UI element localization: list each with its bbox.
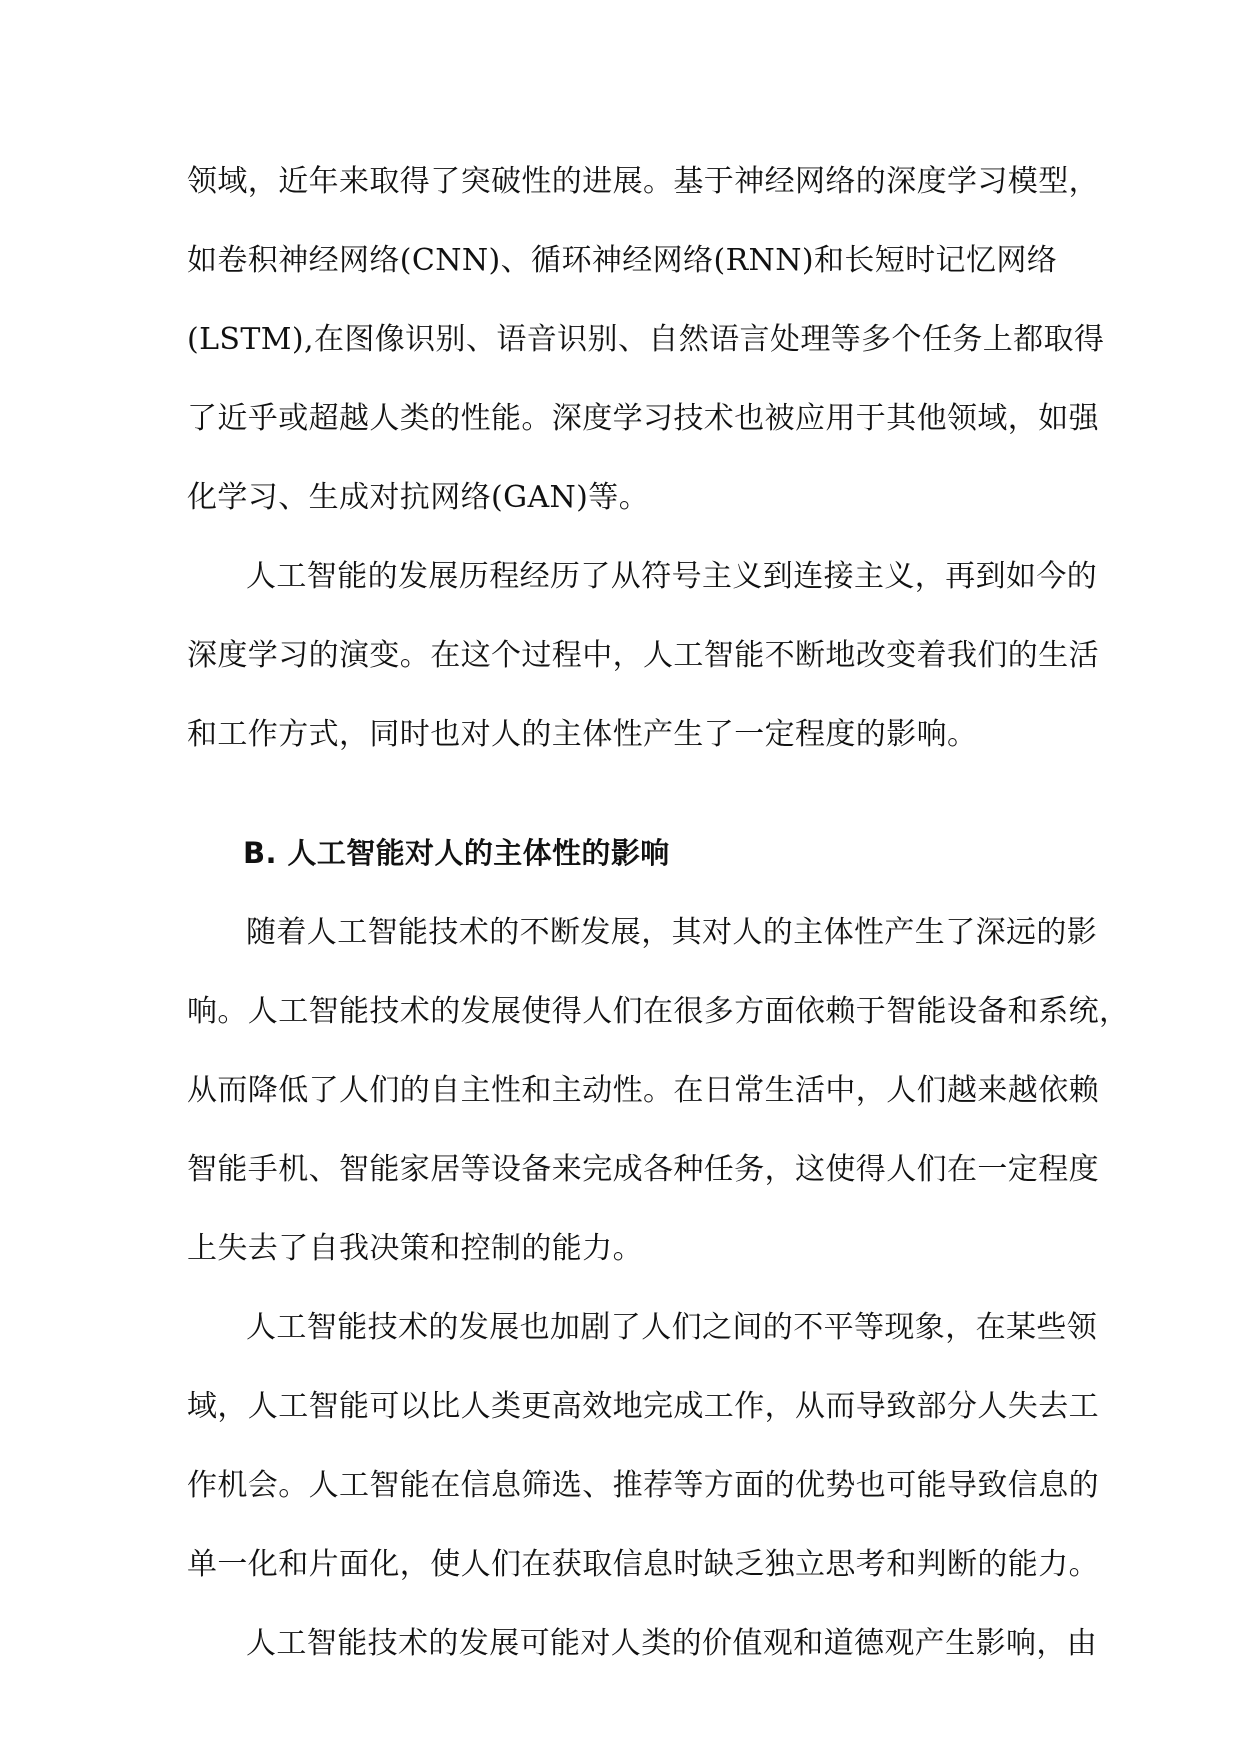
text-line: 域，人工智能可以比人类更高效地完成工作，从而导致部分人失去工 [187, 1389, 1099, 1424]
text-line: 如卷积神经网络(CNN)、循环神经网络(RNN)和长短时记忆网络 [187, 243, 1058, 278]
paragraph-deep-learning [187, 142, 1105, 537]
text-line: 上失去了自我决策和控制的能力。 [187, 1231, 643, 1266]
text-line: (LSTM),在图像识别、语音识别、自然语言处理等多个任务上都取得 [187, 322, 1105, 357]
text-line: 化学习、生成对抗网络(GAN)等。 [187, 480, 650, 515]
paragraph-subjectivity-impact [187, 893, 1130, 1288]
paragraph-values-ethics [187, 1604, 1098, 1683]
text-line: 了近乎或超越人类的性能。深度学习技术也被应用于其他领域，如强 [187, 401, 1099, 436]
text-line: 单一化和片面化，使人们在获取信息时缺乏独立思考和判断的能力。 [187, 1547, 1099, 1582]
section-heading: B. 人工智能对人的主体性的影响 [243, 836, 670, 870]
text-line: 响。人工智能技术的发展使得人们在很多方面依赖于智能设备和系统， [187, 994, 1130, 1029]
text-line: 作机会。人工智能在信息筛选、推荐等方面的优势也可能导致信息的 [187, 1468, 1099, 1503]
text-line: 人工智能技术的发展可能对人类的价值观和道德观产生影响，由 [246, 1626, 1098, 1661]
text-line: 人工智能技术的发展也加剧了人们之间的不平等现象，在某些领 [246, 1310, 1098, 1345]
text-line: 人工智能的发展历程经历了从符号主义到连接主义，再到如今的 [246, 559, 1098, 594]
document-body [187, 142, 1130, 1683]
text-line: 从而降低了人们的自主性和主动性。在日常生活中，人们越来越依赖 [187, 1073, 1099, 1108]
text-line: 领域，近年来取得了突破性的进展。基于神经网络的深度学习模型， [187, 164, 1099, 199]
paragraph-development-history [187, 537, 1099, 774]
paragraph-inequality [187, 1288, 1099, 1604]
text-line: 和工作方式，同时也对人的主体性产生了一定程度的影响。 [187, 717, 978, 752]
text-line: 深度学习的演变。在这个过程中，人工智能不断地改变着我们的生活 [187, 638, 1099, 673]
text-line: 智能手机、智能家居等设备来完成各种任务，这使得人们在一定程度 [187, 1152, 1099, 1187]
text-line: 随着人工智能技术的不断发展，其对人的主体性产生了深远的影 [246, 915, 1098, 950]
